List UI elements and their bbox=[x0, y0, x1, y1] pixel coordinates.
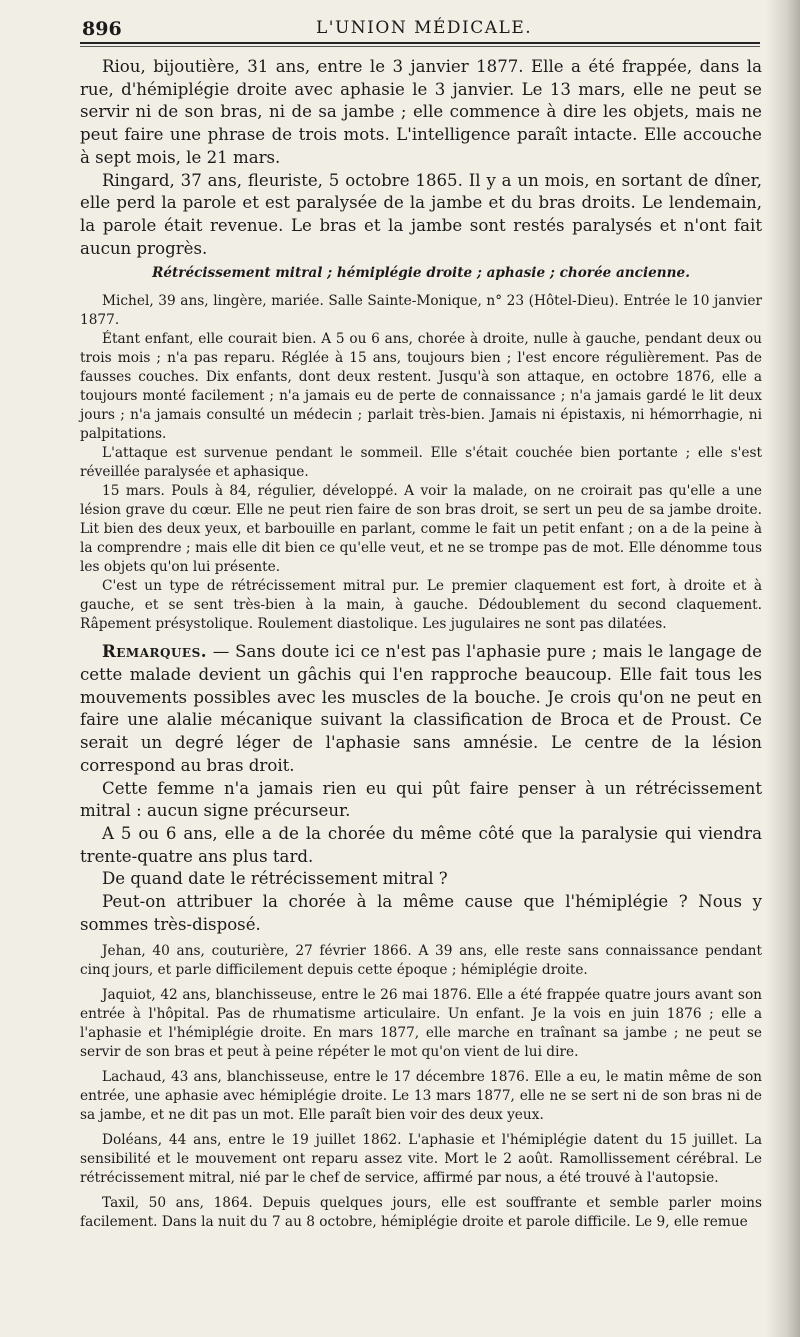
case-michel-history: Étant enfant, elle courait bien. A 5 ou 6 ans, chorée à droite, nulle à gauche, pendant deux ou trois mois ; n'a pas reparu. Réglée à 15 ans, toujours bien ; l'est encore régulièrement. Pas de fausses couches. Dix enfants, dont deux restent. Jusqu'à son attaque, en octobre 1876, elle a toujours monté facilement ; n'a jamais eu de perte de connaissance ; n'a jamais gardé le lit deux jours ; n'a jamais consulté un médecin ; parlait très-bien. Jamais ni épistaxis, ni hémorrhagie, ni palpitations. bbox=[80, 331, 762, 443]
running-title: L'UNION MÉDICALE. bbox=[316, 18, 533, 38]
header-rule bbox=[80, 42, 760, 44]
remarks-text: — Sans doute ici ce n'est pas l'aphasie pure ; mais le langage de cette malade devient un gâchis qui l'en rapproche beaucoup. Elle fait tous les mouvements possibles avec les muscles de la bouche. Je crois qu'on ne peut en faire une alalie mécanique suivant la classification de Broca et de Proust. Ce serait un degré léger de l'aphasie sans amnésie. Le centre de la lésion correspond au bras droit. bbox=[80, 642, 762, 775]
case-michel-diagnosis: C'est un type de rétrécissement mitral pur. Le premier claquement est fort, à droite et à gauche, et se sent très-bien à la main, à gauche. Dédoublement du second claquement. Râpement présystolique. Roulement diastolique. Les jugulaires ne sont pas dilatées. bbox=[80, 578, 762, 633]
remarks-followup-3: De quand date le rétrécissement mitral ? bbox=[102, 869, 448, 889]
remarks-label: Remarques. bbox=[102, 641, 208, 662]
case-lachaud: Lachaud, 43 ans, blanchisseuse, entre le 17 décembre 1876. Elle a eu, le matin même de son entrée, une aphasie avec hémiplégie droite. Le 13 mars 1877, elle ne se sert ni de son bras ni de sa jambe, et ne dit pas un mot. Elle paraît bien voir des deux yeux. bbox=[80, 1069, 762, 1124]
case-michel-attack: L'attaque est survenue pendant le sommeil. Elle s'était couchée bien portante ; elle s'est réveillée paralysée et aphasique. bbox=[80, 445, 762, 481]
page-body bbox=[80, 56, 762, 1232]
remarks-followup-4: Peut-on attribuer la chorée à la même cause que l'hémiplégie ? Nous y sommes très-disposé. bbox=[80, 892, 762, 934]
remarks-followup-2: A 5 ou 6 ans, elle a de la chorée du même côté que la paralysie qui viendra trente-quatre ans plus tard. bbox=[80, 823, 762, 866]
case-michel-exam: 15 mars. Pouls à 84, régulier, développé. A voir la malade, on ne croirait pas qu'elle a une lésion grave du cœur. Elle ne peut rien faire de son bras droit, se sert un peu de sa jambe droite. Lit bien des deux yeux, et barbouille en parlant, comme le fait un petit enfant ; on a de la peine à la comprendre ; mais elle dit bien ce qu'elle veut, et ne se trompe pas de mot. Elle dénomme tous les objets qu'on lui présente. bbox=[80, 483, 762, 576]
case-taxil: Taxil, 50 ans, 1864. Depuis quelques jours, elle est souffrante et semble parler moins facilement. Dans la nuit du 7 au 8 octobre, hémiplégie droite et parole difficile. Le 9, elle remue bbox=[80, 1195, 762, 1231]
case-doleans: Doléans, 44 ans, entre le 19 juillet 1862. L'aphasie et l'hémiplégie datent du 15 juillet. La sensibilité et le mouvement ont reparu assez vite. Mort le 2 août. Ramollissement cérébral. Le rétrécissement mitral, nié par le chef de service, affirmé par nous, a été trouvé à l'autopsie. bbox=[80, 1132, 762, 1187]
case-jaquiot: Jaquiot, 42 ans, blanchisseuse, entre le 26 mai 1876. Elle a été frappée quatre jours avant son entrée à l'hôpital. Pas de rhumatisme articulaire. Un enfant. Je la vois en juin 1876 ; elle a l'aphasie et l'hémiplégie droite. En mars 1877, elle marche en traînant sa jambe ; ne peut se servir de son bras et peut à peine répéter le mot qu'on vient de lui dire. bbox=[80, 987, 762, 1061]
page-number: 896 bbox=[82, 18, 122, 40]
page-header bbox=[80, 10, 760, 44]
remarks-paragraph bbox=[80, 640, 762, 777]
section-subheading: Rétrécissement mitral ; hémiplégie droite ; aphasie ; chorée ancienne. bbox=[152, 265, 690, 282]
header-rule-thin bbox=[80, 46, 760, 47]
case-jehan: Jehan, 40 ans, couturière, 27 février 1866. A 39 ans, elle reste sans connaissance pendant cinq jours, et parle difficilement depuis cette époque ; hémiplégie droite. bbox=[80, 943, 762, 979]
case-michel-intro: Michel, 39 ans, lingère, mariée. Salle Sainte-Monique, n° 23 (Hôtel-Dieu). Entrée le 10 janvier 1877. bbox=[80, 293, 762, 329]
page-edge-shadow bbox=[766, 0, 800, 1337]
case-riou: Riou, bijoutière, 31 ans, entre le 3 janvier 1877. Elle a été frappée, dans la rue, d'hémiplégie droite avec aphasie le 3 janvier. Le 13 mars, elle ne peut se servir ni de son bras, ni de sa jambe ; elle commence à dire les objets, mais ne peut faire une phrase de trois mots. L'intelligence paraît intacte. Elle accouche à sept mois, le 21 mars. bbox=[80, 57, 762, 167]
case-ringard: Ringard, 37 ans, fleuriste, 5 octobre 1865. Il y a un mois, en sortant de dîner, elle perd la parole et est paralysée de la jambe et du bras droits. Le lendemain, la parole était revenue. Le bras et la jambe sont restés paralysés et n'ont fait aucun progrès. bbox=[80, 170, 762, 258]
remarks-followup-1: Cette femme n'a jamais rien eu qui pût faire penser à un rétrécissement mitral : aucun signe précurseur. bbox=[80, 778, 762, 821]
